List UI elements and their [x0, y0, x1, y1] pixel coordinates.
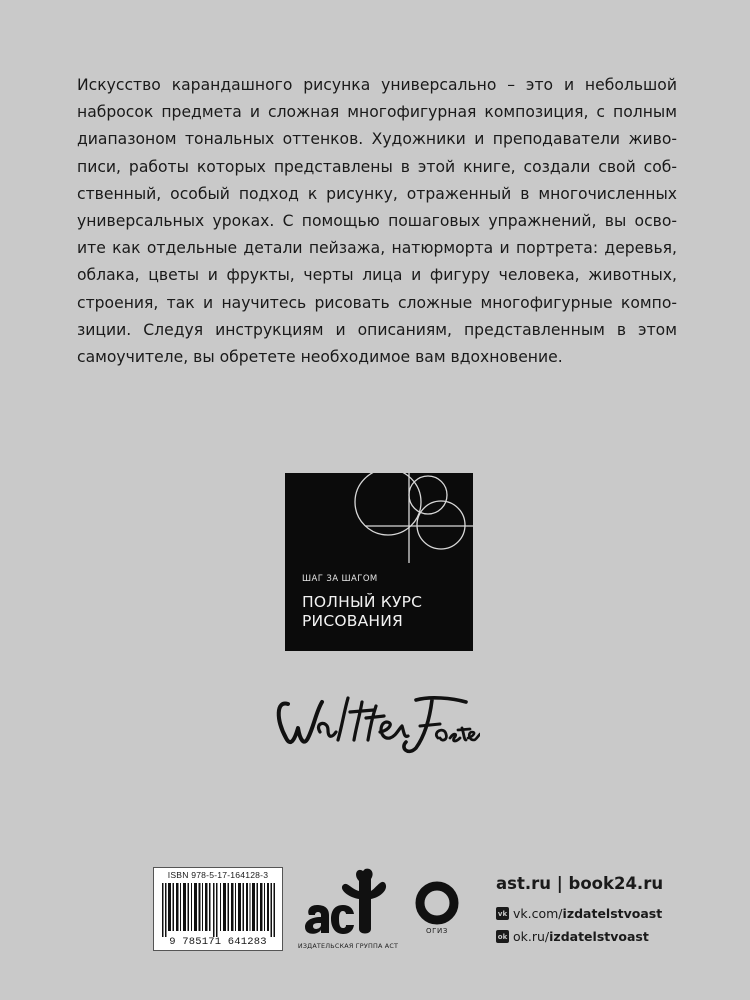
- ogiz-caption: ОГИЗ: [426, 927, 448, 935]
- vk-icon: vk: [496, 907, 509, 920]
- ok-prefix: ok.ru/: [513, 929, 550, 944]
- ok-icon: ok: [496, 930, 509, 943]
- ok-link[interactable]: [496, 929, 649, 944]
- description-line: самоучителе, вы обретете необходимое вам вдохновение.: [77, 348, 563, 367]
- description-text: [77, 72, 677, 371]
- vk-link[interactable]: [496, 906, 662, 921]
- walter-foster-signature-logo: [270, 682, 480, 762]
- description-line: универсальных уроках. С помощью пошаговых упражнений, вы осво-: [77, 212, 677, 231]
- vk-handle: izdatelstvoast: [562, 906, 663, 921]
- vk-prefix: vk.com/: [513, 906, 563, 921]
- isbn-barcode: [153, 867, 283, 951]
- description-line: ственный, особый подход к рисунку, отраженный в многочисленных: [77, 184, 677, 203]
- cover-title-line: РИСОВАНИЯ: [302, 612, 404, 630]
- ok-handle: izdatelstvoast: [549, 929, 649, 944]
- description-line: ите как отдельные детали пейзажа, натюрморта и портрета: деревья,: [77, 239, 677, 258]
- description-line: диапазоном тональных оттенков. Художники и преподаватели живо-: [77, 130, 677, 149]
- cover-title: [302, 593, 467, 631]
- cover-kicker: ШАГ ЗА ШАГОМ: [302, 574, 378, 584]
- description-line: Искусство карандашного рисунка универсально – это и небольшой: [77, 76, 677, 94]
- ast-publisher-logo: [305, 865, 391, 941]
- barcode-digits: 9 785171 641283: [169, 936, 267, 948]
- ast-caption: ИЗДАТЕЛЬСКАЯ ГРУППА АСТ: [297, 942, 399, 950]
- description-line: набросок предмета и сложная многофигурная композиция, с полным: [77, 103, 677, 122]
- description-line: строения, так и научитесь рисовать сложные многофигурные компо-: [77, 293, 677, 312]
- barcode-bars: [160, 883, 276, 937]
- description-line: писи, работы которых представлены в этой книге, создали свой соб-: [77, 157, 677, 176]
- ogiz-publisher-logo: [415, 881, 459, 925]
- website-links[interactable]: ast.ru | book24.ru: [496, 874, 664, 893]
- cover-title-line: ПОЛНЫЙ КУРС: [302, 593, 423, 611]
- description-line: зиции. Следуя инструкциям и описаниям, представленным в этом: [77, 320, 677, 339]
- book-cover-thumbnail: [285, 473, 473, 651]
- description-line: облака, цветы и фрукты, черты лица и фигуру человека, животных,: [77, 266, 677, 285]
- isbn-label: ISBN 978-5-17-164128-3: [167, 870, 269, 880]
